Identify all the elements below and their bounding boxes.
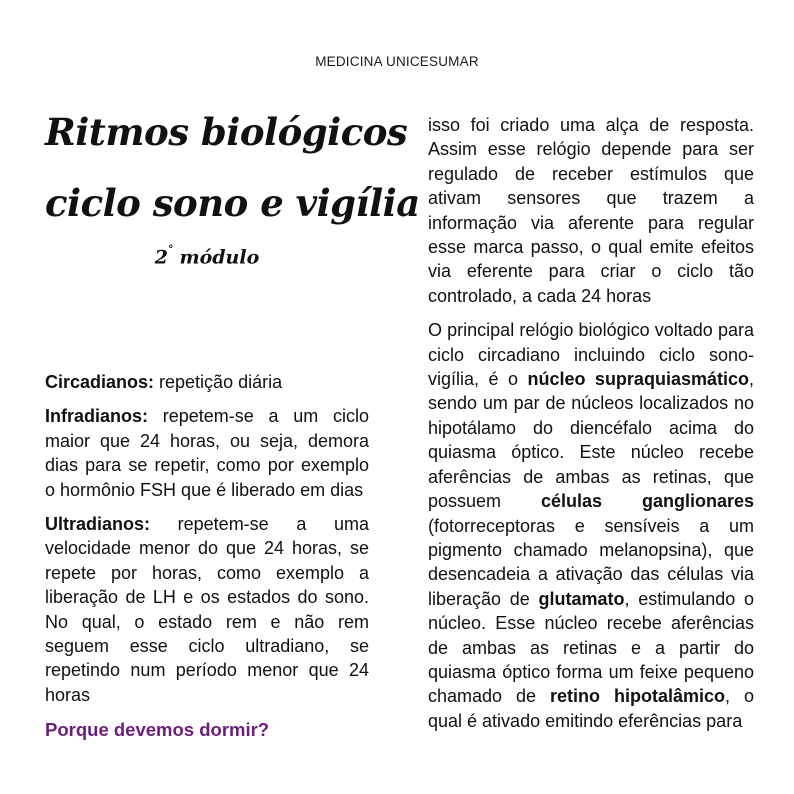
definition-ultradianos bbox=[45, 512, 369, 707]
document-header: MEDICINA UNICESUMAR bbox=[315, 54, 479, 69]
definition-term: Circadianos: bbox=[45, 372, 155, 392]
module-degree: ° bbox=[167, 243, 174, 256]
bold-term-retino-hipotalamico: retino hipotalâmico bbox=[550, 686, 726, 707]
bold-term-nucleo-supraquiasmatico: núcleo supraquiasmático bbox=[527, 369, 749, 390]
text-run: , o qual é ativado emitindo eferências para bbox=[428, 686, 754, 731]
definition-term: Ultradianos: bbox=[45, 514, 151, 535]
module-number: 2 bbox=[154, 246, 168, 269]
section-heading: Porque devemos dormir? bbox=[45, 719, 270, 741]
text-run: O principal relógio biológico voltado para ciclo circadiano incluindo ciclo sono-vigília, é o bbox=[428, 320, 754, 390]
bold-term-glutamato: glutamato bbox=[538, 588, 625, 609]
bold-term-celulas-ganglionares: células ganglionares bbox=[540, 491, 754, 512]
definition-text: repetem-se a um ciclo maior que 24 horas, ou seja, demora dias para se repetir, como por exemplo o hormônio FSH que é liberado em dias bbox=[45, 406, 369, 500]
title-block bbox=[45, 108, 420, 269]
paragraph-suprachiasmatic bbox=[428, 318, 754, 733]
text-run: , sendo um par de núcleos localizados no hipotálamo do diencéfalo acima do quiasma óptico. Este núcleo recebe aferências de ambas as retinas, que possuem bbox=[428, 369, 754, 512]
definition-infradianos bbox=[45, 404, 369, 502]
module-subtitle bbox=[45, 243, 369, 269]
right-column bbox=[428, 113, 754, 733]
page-title-line-1: Ritmos biológicos bbox=[45, 110, 408, 154]
module-label: módulo bbox=[179, 246, 260, 269]
text-run: (fotorreceptoras e sensíveis a um pigmento chamado melanopsina), que desencadeia a ativação das células via liberação de bbox=[428, 515, 754, 609]
definition-term: Infradianos: bbox=[45, 406, 149, 427]
text-run: , estimulando o núcleo. Esse núcleo recebe aferências de ambas as retinas e a partir do quiasma óptico forma um feixe pequeno chamado de bbox=[428, 588, 754, 707]
definition-text: repetição diária bbox=[154, 372, 283, 392]
paragraph-response-loop: isso foi criado uma alça de resposta. Assim esse relógio depende para ser regulado de receber estímulos que ativam sensores que trazem a informação via aferente para regular esse marca passo, o qual emite efeitos via eferente para criar o ciclo tão controlado, a cada 24 horas bbox=[428, 115, 754, 306]
definition-text: repetem-se a uma velocidade menor do que 24 horas, se repete por horas, como exemplo a liberação de LH e os estados do sono. No qual, o estado rem e não rem seguem esse ciclo ultradiano, se repetindo num período menor que 24 horas bbox=[45, 514, 369, 705]
left-column bbox=[45, 370, 369, 741]
definition-circadianos bbox=[45, 370, 369, 394]
page-title-line-2: ciclo sono e vigília bbox=[45, 181, 420, 225]
